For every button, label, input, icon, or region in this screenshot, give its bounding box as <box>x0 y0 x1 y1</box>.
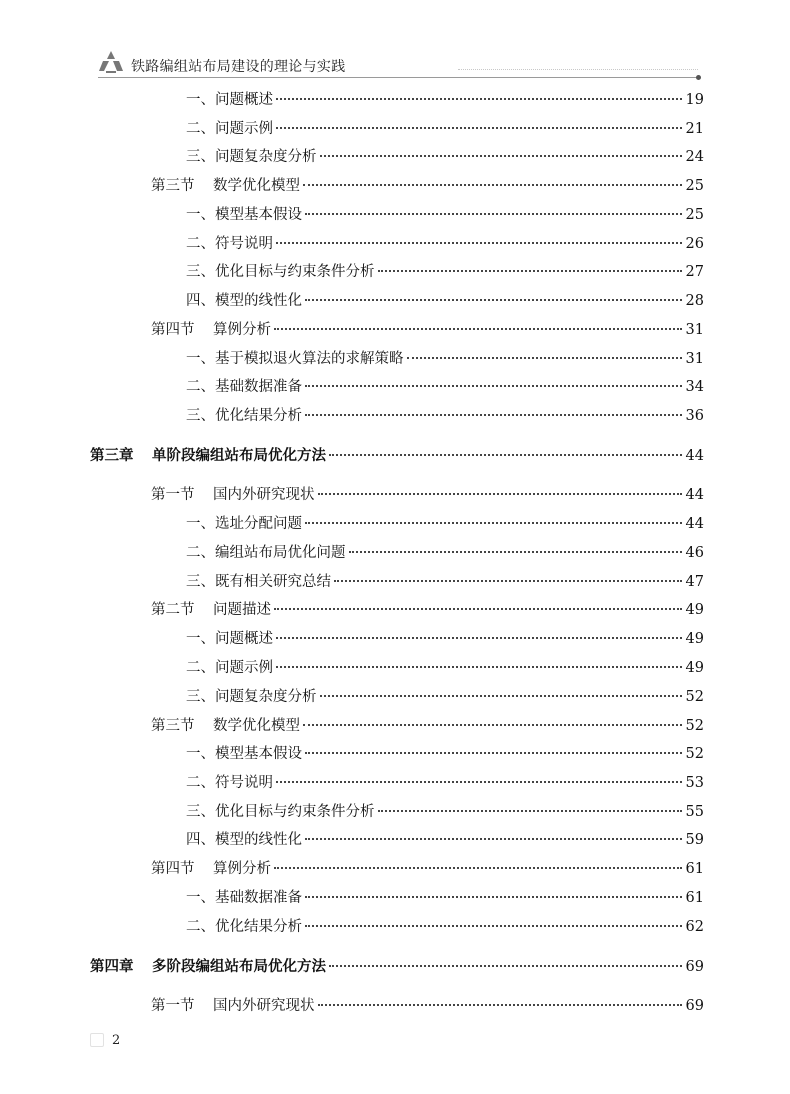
toc-entry-title: 一、选址分配问题 <box>186 516 302 532</box>
toc-item-entry <box>186 348 704 370</box>
toc-entry-label <box>151 319 271 341</box>
toc-entry-label <box>151 995 315 1017</box>
toc-dot-leader <box>276 127 682 129</box>
toc-entry-label <box>186 916 302 938</box>
toc-page-number: 61 <box>685 861 704 877</box>
toc-page-number: 25 <box>685 207 704 223</box>
toc-entry-title: 一、问题概述 <box>186 631 273 647</box>
toc-entry-title: 二、基础数据准备 <box>186 379 302 395</box>
toc-item-entry <box>186 118 704 140</box>
toc-dot-leader <box>318 493 682 495</box>
toc-page-number: 52 <box>685 718 704 734</box>
toc-entry-title: 二、优化结果分析 <box>186 919 302 935</box>
toc-dot-leader <box>305 213 682 215</box>
toc-item-entry <box>186 204 704 226</box>
toc-entry-title: 问题描述 <box>213 602 271 618</box>
toc-page-number: 49 <box>685 602 704 618</box>
toc-page-number: 46 <box>685 545 704 561</box>
toc-dot-leader <box>305 414 682 416</box>
toc-page-number: 21 <box>685 121 704 137</box>
toc-entry-label <box>186 376 302 398</box>
toc-page-number: 28 <box>685 293 704 309</box>
toc-entry-label <box>186 89 273 111</box>
toc-item-entry <box>186 542 704 564</box>
toc-entry-label <box>186 887 302 909</box>
toc-entry-label <box>90 445 326 467</box>
toc-page-number: 44 <box>685 516 704 532</box>
toc-entry-label <box>186 348 404 370</box>
toc-entry-title: 数学优化模型 <box>213 178 300 194</box>
toc-entry-title: 算例分析 <box>213 861 271 877</box>
toc-item-entry <box>186 743 704 765</box>
toc-item-entry <box>186 657 704 679</box>
toc-item-entry <box>186 916 704 938</box>
toc-entry-title: 三、优化目标与约束条件分析 <box>186 264 375 280</box>
toc-page-number: 31 <box>685 322 704 338</box>
toc-dot-leader <box>305 522 682 524</box>
toc-entry-title: 一、基础数据准备 <box>186 890 302 906</box>
toc-page-number: 36 <box>685 408 704 424</box>
toc-dot-leader <box>305 385 682 387</box>
toc-page-number: 25 <box>685 178 704 194</box>
toc-dot-leader <box>276 98 682 100</box>
toc-entry-title: 国内外研究现状 <box>213 998 315 1014</box>
toc-entry-title: 一、问题概述 <box>186 92 273 108</box>
toc-page-number: 55 <box>685 804 704 820</box>
toc-entry-label <box>186 628 273 650</box>
toc-entry-label <box>186 204 302 226</box>
toc-item-entry <box>186 290 704 312</box>
toc-entry-title: 四、模型的线性化 <box>186 293 302 309</box>
toc-dot-leader <box>276 242 682 244</box>
book-title: 铁路编组站布局建设的理论与实践 <box>131 59 346 75</box>
toc-entry-label <box>151 175 300 197</box>
toc-dot-leader <box>320 695 682 697</box>
toc-dot-leader <box>305 752 682 754</box>
toc-entry-title: 三、问题复杂度分析 <box>186 149 317 165</box>
toc-page-number: 52 <box>685 689 704 705</box>
toc-dot-leader <box>274 328 682 330</box>
toc-dot-leader <box>407 357 682 359</box>
toc-entry-number: 第一节 <box>151 998 195 1014</box>
toc-entry-title: 单阶段编组站布局优化方法 <box>152 448 326 464</box>
toc-page-number: 53 <box>685 775 704 791</box>
toc-page-number: 69 <box>685 998 704 1014</box>
toc-entry-number: 第三节 <box>151 718 195 734</box>
toc-item-entry <box>186 772 704 794</box>
toc-dot-leader <box>329 454 682 456</box>
toc-dot-leader <box>305 896 682 898</box>
toc-entry-title: 一、模型基本假设 <box>186 746 302 762</box>
toc-item-entry <box>186 261 704 283</box>
toc-entry-label <box>186 513 302 535</box>
toc-section-entry <box>151 484 704 506</box>
toc-entry-title: 三、问题复杂度分析 <box>186 689 317 705</box>
toc-dot-leader <box>318 1004 682 1006</box>
toc-entry-number: 第四节 <box>151 322 195 338</box>
toc-entry-label <box>90 956 326 978</box>
toc-item-entry <box>186 686 704 708</box>
toc-entry-title: 三、优化结果分析 <box>186 408 302 424</box>
toc-dot-leader <box>305 299 682 301</box>
toc-entry-label <box>186 233 273 255</box>
toc-page-number: 59 <box>685 832 704 848</box>
toc-item-entry <box>186 405 704 427</box>
toc-page-number: 19 <box>685 92 704 108</box>
toc-entry-label <box>186 290 302 312</box>
toc-entry-label <box>186 571 331 593</box>
toc-section-entry <box>151 858 704 880</box>
toc-entry-title: 数学优化模型 <box>213 718 300 734</box>
toc-entry-number: 第三章 <box>90 448 134 464</box>
toc-section-entry <box>151 319 704 341</box>
toc-page-number: 47 <box>685 574 704 590</box>
toc-entry-title: 一、模型基本假设 <box>186 207 302 223</box>
toc-dot-leader <box>349 551 682 553</box>
toc-entry-title: 一、基于模拟退火算法的求解策略 <box>186 351 404 367</box>
toc-section-entry <box>151 995 704 1017</box>
toc-chapter-entry <box>90 956 704 978</box>
toc-page-number: 34 <box>685 379 704 395</box>
toc-page-number: 52 <box>685 746 704 762</box>
toc-dot-leader <box>305 925 682 927</box>
toc-item-entry <box>186 801 704 823</box>
toc-entry-label <box>186 146 317 168</box>
toc-chapter-entry <box>90 445 704 467</box>
toc-entry-number: 第四章 <box>90 959 134 975</box>
toc-page-number: 26 <box>685 236 704 252</box>
toc-dot-leader <box>334 580 682 582</box>
toc-entry-label <box>151 599 271 621</box>
toc-entry-label <box>151 858 271 880</box>
toc-item-entry <box>186 887 704 909</box>
toc-page-number: 61 <box>685 890 704 906</box>
toc-dot-leader <box>303 184 682 186</box>
toc-item-entry <box>186 829 704 851</box>
toc-dot-leader <box>320 155 682 157</box>
toc-entry-label <box>186 829 302 851</box>
toc-entry-number: 第四节 <box>151 861 195 877</box>
toc-entry-title: 三、优化目标与约束条件分析 <box>186 804 375 820</box>
toc-page-number: 62 <box>685 919 704 935</box>
toc-entry-title: 二、符号说明 <box>186 775 273 791</box>
toc-entry-label <box>151 484 315 506</box>
toc-entry-number: 第二节 <box>151 602 195 618</box>
toc-page-number: 27 <box>685 264 704 280</box>
toc-dot-leader <box>378 270 682 272</box>
toc-entry-title: 算例分析 <box>213 322 271 338</box>
toc-entry-label <box>186 772 273 794</box>
toc-entry-label <box>186 405 302 427</box>
folio-mark-icon <box>90 1033 104 1047</box>
toc-entry-title: 国内外研究现状 <box>213 487 315 503</box>
toc-dot-leader <box>276 637 682 639</box>
toc-entry-number: 第一节 <box>151 487 195 503</box>
toc-page-number: 69 <box>685 959 704 975</box>
toc-dot-leader <box>276 781 682 783</box>
toc-entry-title: 二、编组站布局优化问题 <box>186 545 346 561</box>
toc-section-entry <box>151 599 704 621</box>
toc-entry-title: 二、问题示例 <box>186 660 273 676</box>
toc-entry-label <box>186 686 317 708</box>
toc-entry-title: 二、问题示例 <box>186 121 273 137</box>
toc-section-entry <box>151 175 704 197</box>
toc-dot-leader <box>305 838 682 840</box>
toc-entry-label <box>186 118 273 140</box>
toc-entry-label <box>151 715 300 737</box>
toc-entry-label <box>186 743 302 765</box>
toc-entry-title: 二、符号说明 <box>186 236 273 252</box>
toc-entry-title: 多阶段编组站布局优化方法 <box>152 959 326 975</box>
toc-dot-leader <box>303 724 682 726</box>
toc-dot-leader <box>329 965 682 967</box>
toc-entry-label <box>186 261 375 283</box>
toc-entry-title: 三、既有相关研究总结 <box>186 574 331 590</box>
toc-item-entry <box>186 89 704 111</box>
toc-page-number: 44 <box>685 487 704 503</box>
toc-page-number: 49 <box>685 631 704 647</box>
toc-dot-leader <box>378 810 682 812</box>
toc-page-number: 49 <box>685 660 704 676</box>
page-footer <box>90 1030 120 1050</box>
toc-page-number: 44 <box>685 448 704 464</box>
toc-entry-label <box>186 801 375 823</box>
toc-page-number: 24 <box>685 149 704 165</box>
toc-entry-number: 第三节 <box>151 178 195 194</box>
page-number: 2 <box>112 1032 121 1048</box>
toc-entry-title: 四、模型的线性化 <box>186 832 302 848</box>
toc-page-number: 31 <box>685 351 704 367</box>
toc-item-entry <box>186 146 704 168</box>
toc-item-entry <box>186 513 704 535</box>
toc-item-entry <box>186 376 704 398</box>
toc-item-entry <box>186 233 704 255</box>
toc-dot-leader <box>274 867 682 869</box>
toc-dot-leader <box>276 666 682 668</box>
toc-section-entry <box>151 715 704 737</box>
toc-dot-leader <box>274 608 682 610</box>
toc-item-entry <box>186 571 704 593</box>
toc-item-entry <box>186 628 704 650</box>
toc-entry-label <box>186 542 346 564</box>
toc-entry-label <box>186 657 273 679</box>
